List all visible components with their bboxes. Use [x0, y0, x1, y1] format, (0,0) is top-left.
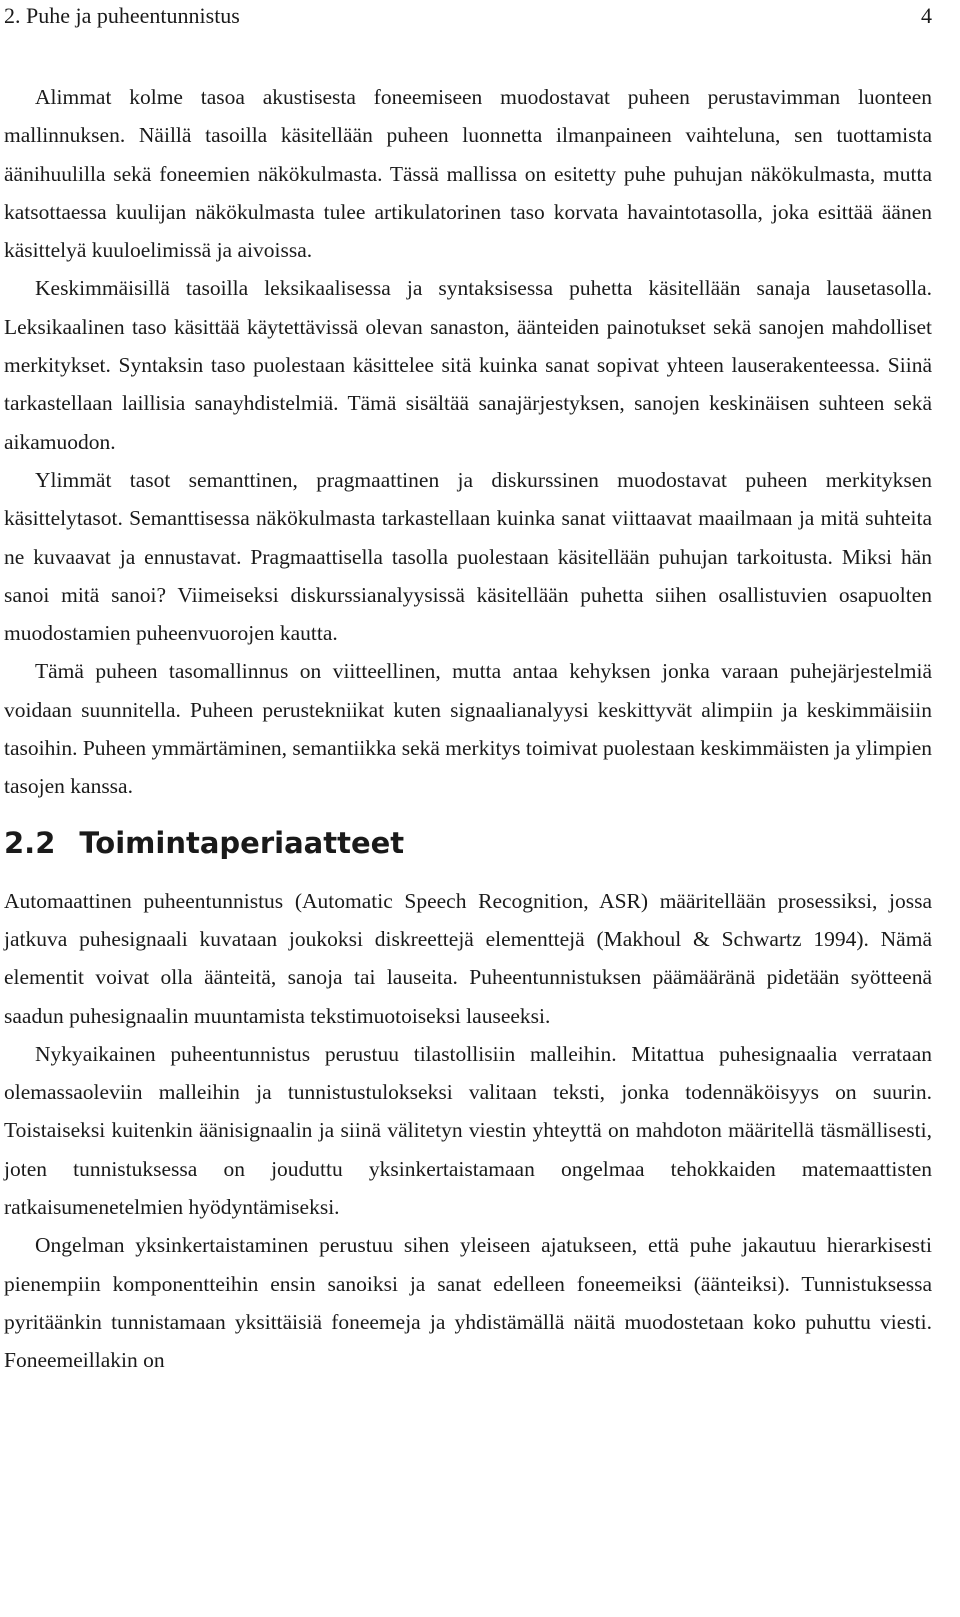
section-number: 2.2: [4, 825, 56, 860]
page-number: 4: [921, 3, 932, 28]
section-title: Toimintaperiaatteet: [79, 825, 405, 860]
paragraph: Keskimmäisillä tasoilla leksikaalisessa ja syntaksisessa puhetta käsitellään sanaja lausetasolla. Leksikaalinen taso käsittää käytettävissä olevan sanaston, äänteiden painotukset sekä sanojen mahdolliset merkitykset. Syntaksin taso puolestaan käsittelee sitä kuinka sanat sopivat yhteen lauserakenteessa. Siinä tarkastellaan laillisia sanayhdistelmiä. Tämä sisältää sanajärjestyksen, sanojen keskinäisen suhteen sekä aikamuodon.: [4, 276, 932, 454]
body-text: [4, 78, 932, 1380]
paragraph: Ongelman yksinkertaistaminen perustuu sihen yleiseen ajatukseen, että puhe jakautuu hierarkisesti pienempiin komponentteihin ensin sanoiksi ja sanat edelleen foneemeiksi (äänteiksi). Tunnistuksessa pyritäänkin tunnistamaan yksittäisiä foneemeja ja yhdistämällä näitä muodostetaan koko puhuttu viesti. Foneemeillakin on: [4, 1233, 932, 1373]
chapter-title: 2. Puhe ja puheentunnistus: [4, 3, 240, 28]
running-head: [4, 2, 932, 30]
section-heading: [4, 824, 932, 862]
paragraph: Alimmat kolme tasoa akustisesta foneemiseen muodostavat puheen perustavimman luonteen mallinnuksen. Näillä tasoilla käsitellään puheen luonnetta ilmanpaineen vaihteluna, sen tuottamista äänihuulilla sekä foneemien näkökulmasta. Tässä mallissa on esitetty puhe puhujan näkökulmasta, mutta katsottaessa kuulijan näkökulmasta tulee artikulatorinen taso korvata havaintotasolla, joka esittää äänen käsittelyä kuuloelimissä ja aivoissa.: [4, 85, 932, 263]
paragraph: Ylimmät tasot semanttinen, pragmaattinen ja diskurssinen muodostavat puheen merkityksen käsittelytasot. Semanttisessa näkökulmasta tarkastellaan kuinka sanat viittaavat maailmaan ja mitä suhteita ne kuvaavat ja ennustavat. Pragmaattisella tasolla puolestaan käsitellään puhujan tarkoitusta. Miksi hän sanoi mitä sanoi? Viimeiseksi diskurssianalyysissä käsitellään puhetta siihen osallistuvien osapuolten muodostamien puheenvuorojen kautta.: [4, 467, 932, 646]
paragraph: Tämä puheen tasomallinnus on viitteellinen, mutta antaa kehyksen jonka varaan puhejärjestelmiä voidaan suunnitella. Puheen perustekniikat kuten signaalianalyysi keskittyvät alimpiin ja keskimmäisiin tasoihin. Puheen ymmärtäminen, semantiikka sekä merkitys toimivat puolestaan keskimmäisten ja ylimpien tasojen kanssa.: [4, 659, 932, 799]
paragraph: Nykyaikainen puheentunnistus perustuu tilastollisiin malleihin. Mitattua puhesignaalia verrataan olemassaoleviin malleihin ja tunnistustulokseksi valitaan teksti, jonka todennäköisyys on suurin. Toistaiseksi kuitenkin äänisignaalin ja siinä välitetyn viestin yhteyttä on mahdoton määritellä täsmällisesti, joten tunnistuksessa on jouduttu yksinkertaistamaan ongelmaa tehokkaiden matemaattisten ratkaisumenetelmien hyödyntämiseksi.: [4, 1041, 932, 1220]
paragraph: Automaattinen puheentunnistus (Automatic Speech Recognition, ASR) määritellään prosessiksi, jossa jatkuva puhesignaali kuvataan joukoksi diskreettejä elementtejä (Makhoul & Schwartz 1994). Nämä elementit voivat olla äänteitä, sanoja tai lauseita. Puheentunnistuksen päämääränä pidetään syötteenä saadun puhesignaalin muuntamista tekstimuotoiseksi lauseeksi.: [4, 888, 932, 1028]
